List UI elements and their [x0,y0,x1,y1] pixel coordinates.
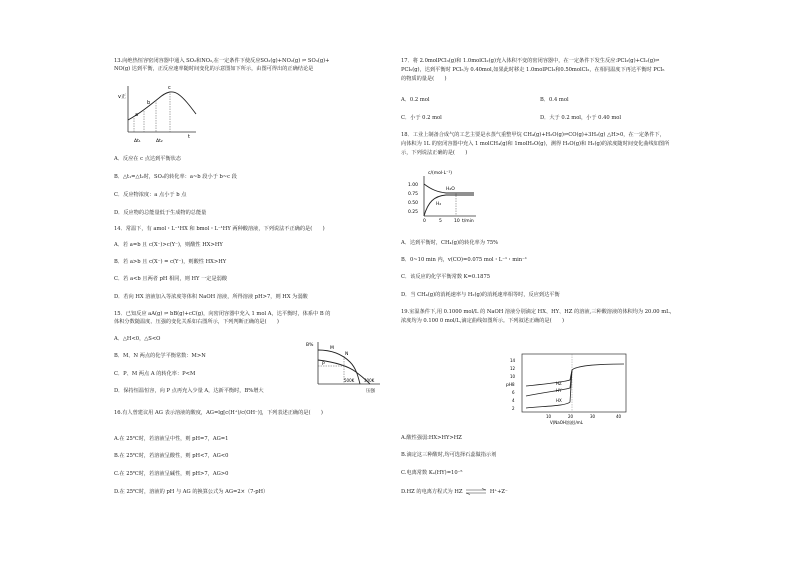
q19-curve-hz: HZ [556,381,562,386]
q17-option-a: A．0.2 mol [401,97,430,103]
q19-xtick-40: 40 [616,414,622,419]
q18-stem-line1: 18．工业上制备合成气的工艺主要是水蒸气重整甲烷 CH₄(g)+H₂O(g)⇌CO(g)+3H₂(g) △H>0，在一定条件下， [401,132,665,138]
q13-point-c: c [168,85,171,91]
q19-xtick-20: 20 [568,414,574,419]
q18-curve-h2: H₂ [436,202,442,207]
q13-ylabel: v正 [118,94,126,100]
q15-point-p: P [322,362,325,367]
q17-stem-line3: 的物质的量是( ) [401,76,447,82]
q19-xlabel: V(NaOH溶液)/mL [550,420,583,425]
q19-ytick-6: 6 [512,390,515,395]
q15-option-c: C．P、M 两点 A 的转化率：P<M [114,371,196,377]
q13-option-d: D．反应物的总能量低于生成物的总能量 [114,210,207,216]
q15-ylabel: B% [306,343,314,348]
q13-dt2: Δt₂ [156,139,163,144]
q15-option-a: A．△H<0，△S<O [114,336,161,342]
q19-option-c: C.电离常数 Kₐ(HY)=10⁻⁵ [401,470,463,476]
reversible-arrow-icon [464,488,488,495]
q18-stem-line3: 示，下列说法正确的是( ) [401,150,468,156]
q19-ytick-2: 2 [512,406,515,411]
q13-stem-line2: NO(g) 达到平衡，正反应速率随时间变化的示意图如下所示，由图可得出的正确结论是 [114,66,314,72]
q18-xtick-10: 10 [454,219,460,224]
q14-option-d: D．若向 HX 溶液加入等浓度等体积 NaOH 溶液，所得溶液 pH>7，则 HX 为弱酸 [114,294,308,300]
q13-point-a: a [135,112,139,118]
q14-stem: 14．常温下，有 amol・L⁻¹HX 和 bmol・L⁻¹HY 两种酸溶液，下列说法不正确的是( ) [114,226,325,232]
q16-option-a: A.在 25℃时，若溶液呈中性，则 pH=7，AG=1 [114,436,229,442]
q16-option-b: B.在 25℃时，若溶液呈酸性，则 pH<7，AG<0 [114,453,229,459]
q18-concentration-figure [404,168,514,226]
q18-xunit: t/min [462,219,474,224]
q17-stem-line1: 17．将 2.0molPCl₃(g)和 1.0molCl₂(g)充入体积不变的密闭容器中，在一定条件下发生反应:PCl₃(g)+Cl₂(g)⇌ [401,58,660,64]
q16-option-d: D.在 25℃时，溶液的 pH 与 AG 的换算公式为 AG=2×（7-pH） [114,489,269,495]
q15-option-d: D．保持恒温恒容，向 P 点再充入少量 A，达新平衡时，B%增大 [114,388,264,394]
q18-xtick-0: 0 [423,219,426,224]
q14-option-b: B．若 a>b 且 c(X⁻) = c(Y⁻)，则酸性 HX>HY [114,259,227,265]
q19-titration-figure [506,350,632,426]
q18-ytick-2: 0.75 [408,192,419,197]
q18-ytick-3: 0.50 [408,201,419,206]
q19-curve-hx: HX [556,398,562,403]
q16-option-c: C.在 25℃时，若溶液呈碱性，则 pH>7，AG>0 [114,471,229,477]
q15-stem-line1: 15．已知反应 aA(g) ⇌ bB(g)+cC(g)，向密闭容器中充入 1 mol A，达平衡时，体系中 B 的 [114,311,331,317]
q17-stem-line2: PCl₅(g)，达到平衡时 PCl₅为 0.40mol,如果此时移走 1.0molPCl₃和0.50molCl₂，在相同温度下再达平衡时 PCl₅ [401,67,665,73]
q17-option-c: C．小于 0.2 mol [401,115,442,121]
q19-option-a: A.酸性强弱:HX>HY>HZ [401,435,462,441]
q13-point-b: b [147,100,151,106]
q19-ylabel: pH [506,383,513,388]
q13-option-a: A．反应在 c 点达到平衡状态 [114,156,182,162]
q17-option-b: B．0.4 mol [540,97,569,103]
q15-curve-300k: 300K [364,378,375,383]
q19-xtick-30: 30 [590,414,596,419]
q18-ylabel: c/(mol·L⁻¹) [428,171,453,176]
q15-stem-line2: 体积分数随温度、压强的变化关系如右图所示，下列判断正确的是( ) [114,319,279,325]
q19-ytick-10: 10 [510,374,516,379]
q19-option-b: B.滴定这三种酸时,均可选择石蕊做指示剂 [401,452,497,458]
q18-xtick-5: 5 [439,219,442,224]
q15-point-m: M [330,346,334,351]
q14-option-a: A．若 a=b 且 c(X⁻)>c(Y⁻)，则酸性 HX>HY [114,242,223,248]
q19-ytick-12: 12 [510,366,516,371]
q19-option-d [401,488,508,496]
q15-option-b: B．M、N 两点的化学平衡常数：M>N [114,353,206,359]
q17-option-d: D．大于 0.2 mol，小于 0.40 mol [540,115,622,121]
q13-option-b: B．△t₁=△t₂时，SO₂的转化率：a~b 段小于 b~c 段 [114,174,237,180]
q13-stem-line1: 13.向绝热恒容密闭容器中通入 SO₂和NO₂,在一定条件下使反应SO₂(g)+NO₂(g) ⇌ SO₃(g)+ [114,58,330,64]
q13-option-c: C．反应物浓度：a 点小于 b 点 [114,192,187,198]
q13-xlabel: t [188,134,190,140]
q13-dt1: Δt₁ [134,139,141,144]
q18-stem-line2: 向体积为 1L 的密闭容器中充入 1 molCH₄(g)和 1molH₂O(g)，测得 H₂O(g)和 H₂(g)的浓度随时间变化曲线如图所 [401,141,670,147]
q13-rate-figure [114,80,204,150]
q19-option-d-prefix: D.HZ 的电离方程式为 HZ [401,489,463,495]
q18-option-d: D．当 CH₄(g)的消耗速率与 H₂(g)的消耗速率相等时，反应到达平衡 [401,292,560,298]
q14-option-c: C．若 a<b 且两者 pH 相同，则 HY 一定是弱酸 [114,276,228,282]
q15-curve-500k: 500K [344,378,355,383]
q19-ytick-14: 14 [510,358,516,363]
q18-ytick-4: 0.25 [408,210,419,215]
q18-option-b: B．0~10 min 内，v(CO)=0.075 mol・L⁻¹・min⁻¹ [401,257,527,263]
q19-curve-hy: HY [556,388,562,393]
q19-ytick-4: 4 [512,398,515,403]
q19-stem-line1: 19.室温条件下,用 0.1000 mol/L 的 NaOH 溶液分别滴定 HX、HY、HZ 的溶液,三种酸溶液的体积均为 20.00 mL， [401,309,675,315]
q18-option-a: A．达到平衡时，CH₄(g)的转化率为 75% [401,240,499,246]
q18-option-c: C．该反应的化学平衡常数 K=0.1875 [401,274,491,280]
q19-option-d-suffix: H⁺+Z⁻ [489,489,508,495]
q19-ytick-8: 8 [512,382,515,387]
q15-xlabel: 压强 [366,389,375,394]
q18-ytick-1: 1.00 [408,183,419,188]
q16-stem: 16.有人曾建议用 AG 表示溶液的酸度，AG=lg[c(H⁺)/c(OH⁻)]，下列表述正确的是( ) [114,410,323,416]
q19-xtick-10: 10 [546,414,552,419]
q15-point-n: N [345,352,349,357]
q15-bpercent-figure [304,338,384,396]
q18-curve-h2o: H₂O [446,187,455,192]
q19-stem-line2: 浓度均为 0.100 0 mol/L,滴定曲线如图所示。下列叙述正确的是( ) [401,318,565,324]
